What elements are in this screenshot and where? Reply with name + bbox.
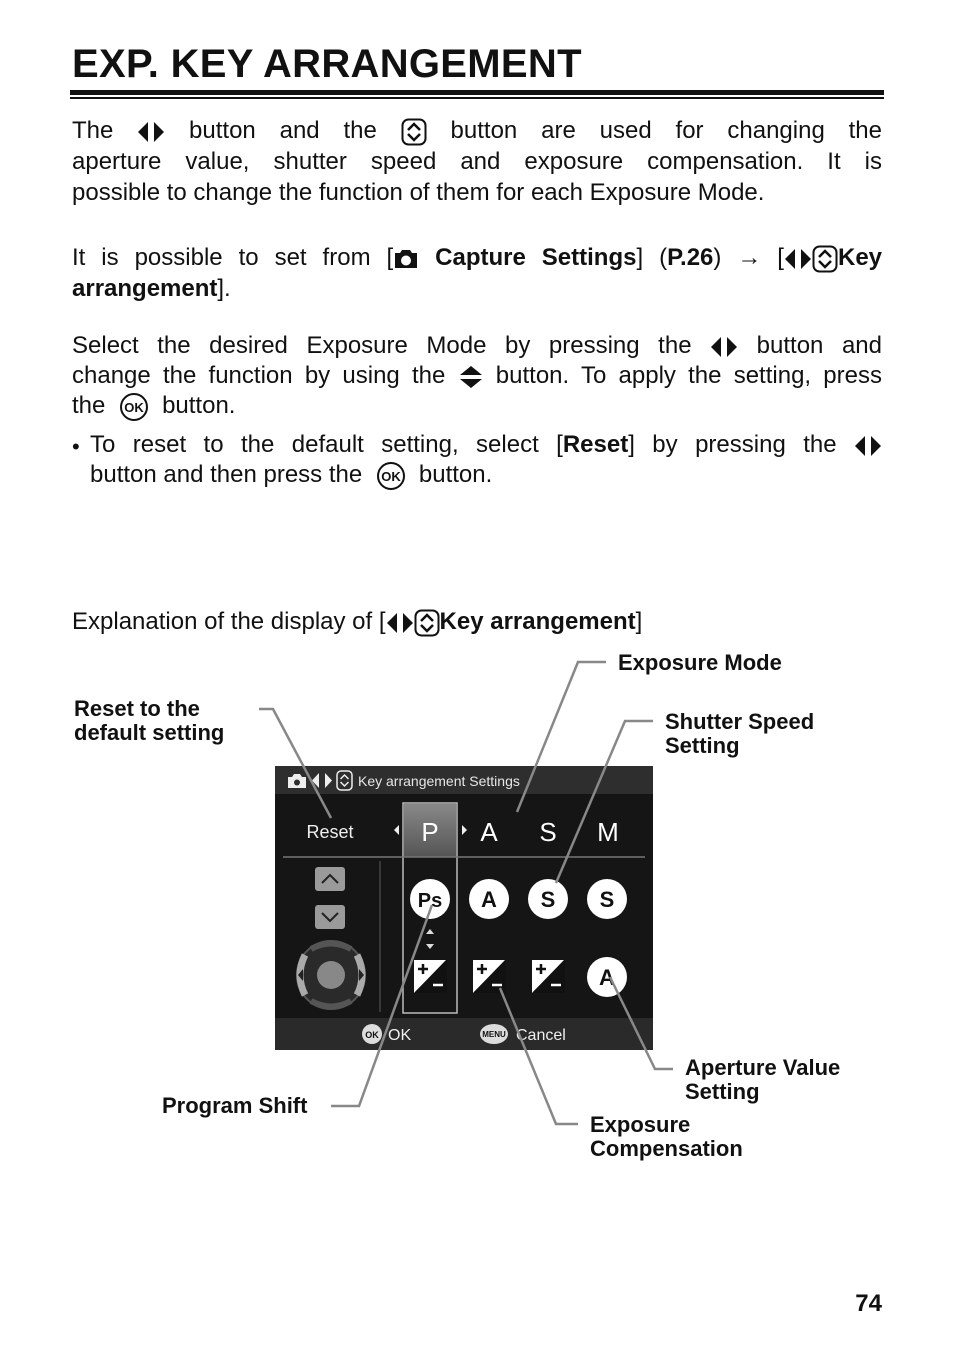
reset-leader	[259, 709, 331, 818]
mode-a[interactable]: A	[480, 817, 498, 847]
bullet-line-1: To reset to the default setting, select [Reset] by pressing the	[90, 430, 882, 460]
cancel-label[interactable]: Cancel	[516, 1027, 566, 1044]
bullet-dot: •	[72, 434, 80, 459]
callout-shutter-speed: Shutter Speed Setting	[665, 709, 815, 758]
svg-text:S: S	[599, 887, 615, 912]
svg-text:A: A	[481, 887, 497, 912]
intro-line-2: aperture value, shutter speed and exposure compensation. It is	[72, 148, 882, 175]
intro-line-1: The button and the button are used for changing the	[72, 117, 882, 144]
svg-text:OK: OK	[380, 468, 401, 484]
program-shift-leader	[331, 905, 432, 1106]
shutter-speed-leader	[556, 721, 653, 883]
svg-text:OK: OK	[123, 399, 144, 415]
mode-s[interactable]: S	[539, 817, 557, 847]
setfrom-line-1: It is possible to set from [ Capture Settings] (P.26) → [ Key	[72, 244, 883, 271]
reset-option[interactable]: Reset	[306, 822, 354, 842]
callout-exposure-mode: Exposure Mode	[618, 650, 782, 675]
screen-header-title: Key arrangement Settings	[358, 773, 520, 789]
aperture-leader	[610, 977, 673, 1069]
ok-label[interactable]: OK	[388, 1027, 412, 1044]
page-number: 74	[855, 1290, 882, 1317]
page-title: EXP. KEY ARRANGEMENT	[72, 42, 582, 86]
callout-reset: Reset to the default setting	[74, 696, 225, 745]
callout-program-shift: Program Shift	[162, 1093, 308, 1118]
exposure-mode-leader	[517, 662, 606, 812]
select-line-1: Select the desired Exposure Mode by pressing the button and	[72, 332, 882, 359]
svg-text:MENU: MENU	[482, 1030, 506, 1039]
svg-text:OK: OK	[365, 1030, 379, 1040]
select-line-3: the OK button.	[72, 392, 236, 419]
mode-p[interactable]: P	[421, 817, 439, 847]
svg-text:Ps: Ps	[417, 890, 443, 912]
callout-aperture: Aperture Value Setting	[685, 1055, 841, 1104]
svg-text:S: S	[540, 887, 556, 912]
mode-m[interactable]: M	[597, 817, 619, 847]
bullet-line-2: button and then press the OK button.	[90, 461, 493, 488]
setfrom-line-2: arrangement].	[72, 275, 231, 302]
callout-exposure-compensation: Exposure Compensation	[590, 1112, 743, 1161]
select-line-2: change the function by using the button. To apply the setting, press	[72, 362, 882, 389]
exposure-comp-leader	[500, 988, 578, 1124]
explanation-line: Explanation of the display of [ Key arrangement]	[72, 608, 643, 635]
svg-text:A: A	[599, 965, 615, 990]
intro-line-3: possible to change the function of them for each Exposure Mode.	[72, 179, 765, 206]
